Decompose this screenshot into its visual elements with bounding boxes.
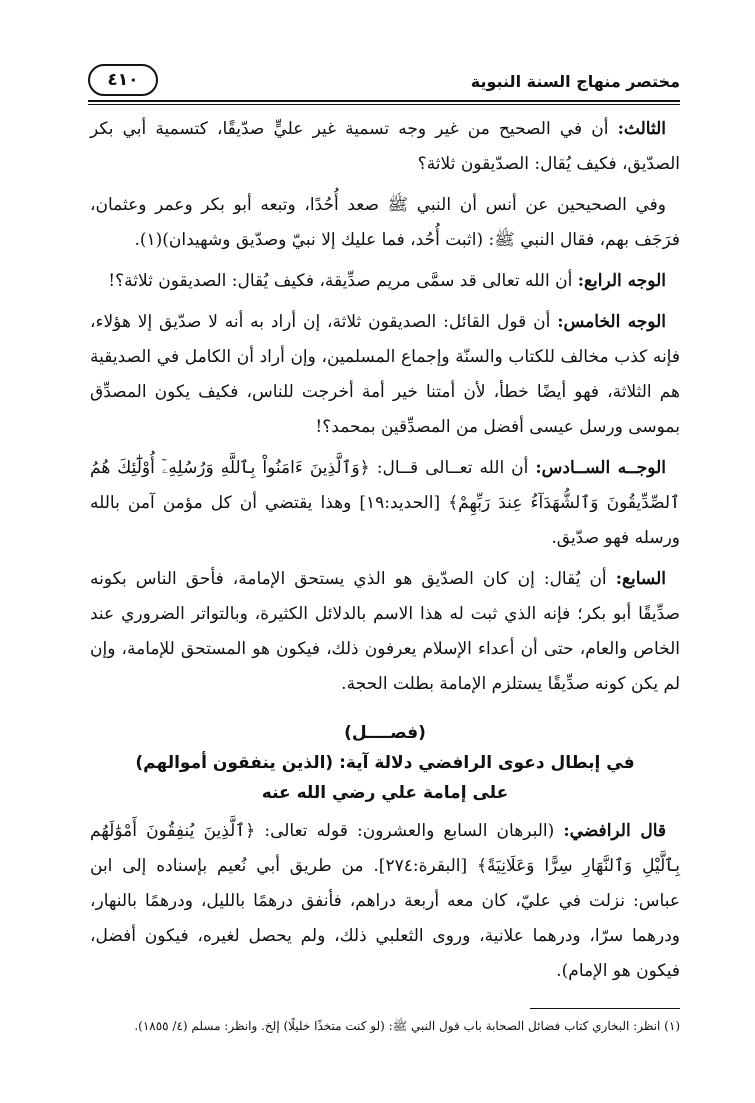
paragraph-text: أن يُقال: إن كان الصدّيق هو الذي يستحق الإمامة، فأحق الناس بكونه صدِّيقًا أبو بكر؛ فإنه الذي ثبت له هذا الاسم بالدلائل الكثيرة، وبالتواتر الضروري عند الخاص والعام، حتى أن أعداء الإسلام يعرفون ذلك، فيكون هو المستحق للإمامة، وإن لم يكن كونه صدِّيقًا يستلزم الإمامة بطلت الحجة. <box>90 569 680 694</box>
section-heading <box>90 718 680 808</box>
paragraph-lead: السابع: <box>615 569 666 589</box>
paragraph-text: أن قول القائل: الصديقون ثلاثة، إن أراد به أنه لا صدّيق إلا هؤلاء، فإنه كذب مخالف للكتاب والسنّة وإجماع المسلمين، وإن أراد أن الكامل في الصديقية هم الثلاثة، فهو أيضًا خطأ، لأن أمتنا خير أمة أخرجت للناس، فكيف يكون المصدِّق بموسى ورسل عيسى أفضل من المصدِّقين بمحمد؟! <box>90 312 680 437</box>
paragraph-text: وفي الصحيحين عن أنس أن النبي ﷺ صعد أُحُدًا، وتبعه أبو بكر وعمر وعثمان، فرَجَف بهم، فقال النبي ﷺ: (اثبت أُحُد، فما عليك إلا نبيّ وصدّيق وشهيدان)(١). <box>90 195 680 250</box>
paragraph-hadith <box>90 188 680 258</box>
paragraph-text: أن الله تعــالى قــال: ﴿وَٱلَّذِينَ ءَامَنُواْ بِٱللَّهِ وَرُسُلِهِۦٓ أُوْلَٰٓئِكَ هُمُ ٱلصِّدِّيقُونَ وَٱلشُّهَدَآءُ عِندَ رَبِّهِمْ﴾ [الحديد:١٩] وهذا يقتضي أن كل مؤمن آمن بالله ورسله فهو صدّيق. <box>90 458 680 548</box>
footnote-area <box>90 1008 680 1037</box>
paragraph-text: أن في الصحيح من غير وجه تسمية غير عليٍّ صدّيقًا، كتسمية أبي بكر الصدّيق، فكيف يُقال: الصدّيقون ثلاثة؟ <box>90 119 680 174</box>
paragraph-third <box>90 112 680 182</box>
paragraph-rafidi-claim <box>90 814 680 989</box>
paragraph-text: أن الله تعالى قد سمَّى مريم صدِّيقة، فكيف يُقال: الصديقون ثلاثة؟! <box>108 271 578 291</box>
section-title-line1: في إبطال دعوى الرافضي دلالة آية: (الذين ينفقون أموالهم) <box>135 753 635 773</box>
paragraph-fourth <box>90 264 680 299</box>
paragraph-lead: الوجــه الســادس: <box>535 458 666 478</box>
page-number: ٤١٠ <box>88 64 158 96</box>
paragraph-text: (البرهان السابع والعشرون: قوله تعالى: ﴿ٱلَّذِينَ يُنفِقُونَ أَمْوَٰلَهُم بِٱلَّيْلِ وَٱلنَّهَارِ سِرًّا وَعَلَانِيَةً﴾ [البقرة:٢٧٤]. من طريق أبي نُعيم بإسناده إلى ابن عباس: نزلت في عليّ، كان معه أربعة دراهم، فأنفق درهمًا بالليل، ودرهمًا بالنهار، ودرهما سرّا، ودرهما علانية، وروى الثعلبي ذلك، ولم يحصل لغيره، فيكون أفضل، فيكون هو الإمام). <box>90 821 681 981</box>
section-label: (فصــــل) <box>344 723 426 743</box>
paragraph-lead: الوجه الرابع: <box>577 271 666 291</box>
book-title: مختصر منهاج السنة النبوية <box>470 72 680 91</box>
paragraph-seventh <box>90 562 680 702</box>
footnote-divider <box>530 1008 680 1009</box>
paragraph-fifth <box>90 305 680 445</box>
page-header <box>88 64 680 104</box>
paragraph-sixth <box>90 451 680 556</box>
section-title-line2: على إمامة علي رضي الله عنه <box>261 783 509 803</box>
paragraph-lead: الثالث: <box>617 119 666 139</box>
header-rule <box>88 100 680 102</box>
paragraph-lead: الوجه الخامس: <box>557 312 666 332</box>
page-body <box>90 112 680 995</box>
footnote: (١) انظر: البخاري كتاب فضائل الصحابة باب قول النبي ﷺ: (لو كنت متخذًا خليلًا) إلخ. وانظر: مسلم (٤/ ١٨٥٥). <box>134 1019 680 1033</box>
paragraph-lead: قال الرافضي: <box>563 821 666 841</box>
header-rule-thin <box>88 104 680 105</box>
